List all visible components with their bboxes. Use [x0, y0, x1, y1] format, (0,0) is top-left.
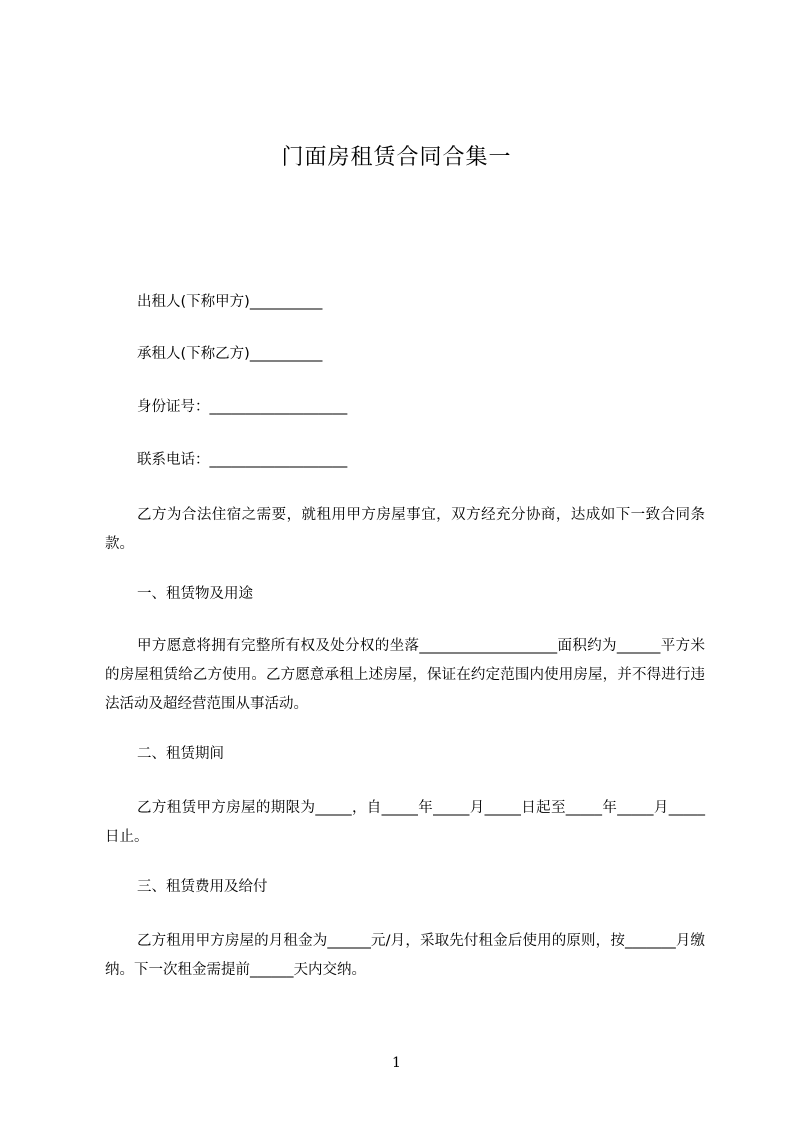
id-number-field: 身份证号：___________________ — [137, 399, 348, 415]
section-heading-2: 二、租赁期间 — [137, 746, 224, 762]
page-number: 1 — [392, 1055, 401, 1071]
document-title: 门面房租赁合同合集一 — [281, 145, 512, 170]
lessor-field: 出租人(下称甲方)__________ — [137, 294, 323, 310]
phone-field: 联系电话：___________________ — [137, 452, 348, 468]
section-heading-1: 一、租赁物及用途 — [137, 586, 253, 602]
lessee-field: 承租人(下称乙方)__________ — [137, 346, 323, 362]
section-body-2: 乙方租赁甲方房屋的期限为_____，自_____年_____月_____日起至_____年_____月_____日止。 — [105, 800, 705, 845]
section-body-3: 乙方租用甲方房屋的月租金为______元/月，采取先付租金后使用的原则，按_______月缴纳。下一次租金需提前______天内交纳。 — [105, 933, 705, 978]
section-body-1: 甲方愿意将拥有完整所有权及处分权的坐落___________________面积约为______平方米的房屋租赁给乙方使用。乙方愿意承租上述房屋，保证在约定范围内使用房屋，并不得进行违法活动及超经营范围从事活动。 — [105, 638, 705, 712]
intro-paragraph: 乙方为合法住宿之需要，就租用甲方房屋事宜，双方经充分协商，达成如下一致合同条款。 — [105, 507, 705, 552]
section-heading-3: 三、租赁费用及给付 — [137, 879, 268, 895]
